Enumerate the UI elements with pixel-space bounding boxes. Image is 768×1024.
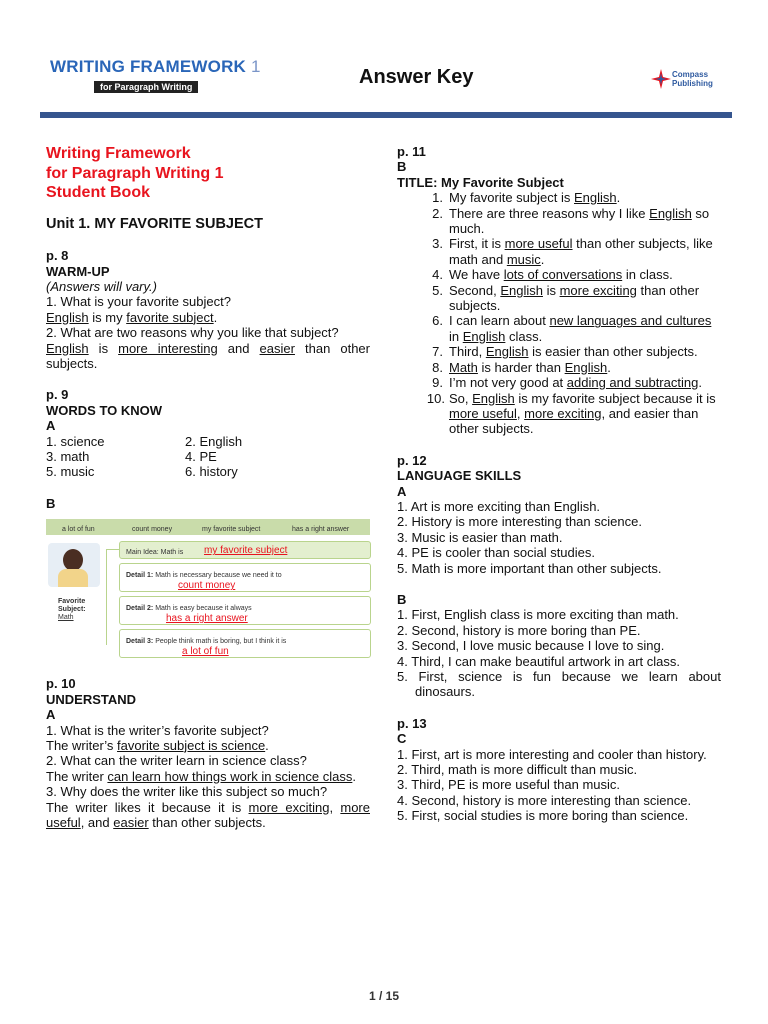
part-b-label: B	[397, 159, 407, 175]
word-item: 6. history	[185, 464, 238, 480]
logo-number: 1	[250, 57, 261, 76]
warmup-answer-2: English is more interesting and easier than other subjects.	[46, 340, 370, 372]
section-words-to-know: WORDS TO KNOW	[46, 402, 163, 418]
list-item: 5. Second, English is more exciting than other subjects.	[432, 282, 700, 314]
detail-1-box: Detail 1: Math is necessary because we need it to count money	[119, 563, 371, 592]
understand-question-1: 1. What is the writer’s favorite subject?	[46, 722, 269, 738]
word-bank-item: my favorite subject	[202, 526, 261, 534]
page-label-p12: p. 12	[397, 452, 427, 468]
list-item: 10. So, English is my favorite subject because it is more useful, more exciting, and easier than other subjects.	[426, 390, 716, 437]
part-b-label: B	[397, 591, 407, 607]
list-item: 8. Math is harder than English.	[432, 359, 611, 375]
word-item: 3. math	[46, 449, 90, 465]
right-column	[397, 144, 721, 824]
list-item: 2. History is more interesting than science.	[397, 514, 642, 530]
page-title: Answer Key	[359, 66, 474, 88]
list-item: 1. My favorite subject is English.	[432, 190, 621, 206]
answers-vary-note: (Answers will vary.)	[46, 279, 157, 294]
unit-heading: Unit 1. MY FAVORITE SUBJECT	[46, 215, 263, 232]
page-label-p13: p. 13	[397, 715, 427, 731]
list-item: 2. Third, math is more difficult than music.	[397, 762, 638, 778]
list-item: 2. There are three reasons why I like English so much.	[432, 205, 710, 237]
word-item: 5. music	[46, 464, 95, 480]
list-item: 1. Art is more exciting than English.	[397, 498, 601, 514]
word-bank-item: has a right answer	[292, 526, 350, 534]
part-b-label: B	[46, 495, 56, 511]
logo-title: WRITING FRAMEWORK	[50, 57, 247, 76]
list-item: 1. First, art is more interesting and cooler than history.	[397, 746, 707, 762]
list-item: 9. I’m not very good at adding and subtracting.	[432, 375, 702, 391]
warmup-answer-1: English is my favorite subject.	[46, 309, 218, 325]
understand-answer-1: The writer’s favorite subject is science.	[46, 737, 269, 753]
word-bank-strip	[46, 519, 370, 535]
part-a-label: A	[46, 418, 56, 434]
main-idea-answer: my favorite subject	[204, 545, 288, 557]
detail-2-box: Detail 2: Math is easy because it always has a right answer	[119, 596, 371, 625]
list-item: 7. Third, English is easier than other subjects.	[432, 344, 698, 360]
compass-publishing-logo	[650, 68, 730, 92]
list-item: 2. Second, history is more boring than PE.	[397, 622, 641, 638]
part-c-label: C	[397, 731, 407, 747]
book-title-line3: Student Book	[46, 184, 150, 202]
page-number: 1 / 15	[368, 989, 400, 1003]
list-item: 4. Third, I can make beautiful artwork in art class.	[397, 653, 680, 669]
paragraph-title: TITLE: My Favorite Subject	[397, 174, 564, 190]
favorite-subject-label: Favorite Subject: Math	[58, 598, 86, 622]
list-item: 3. Third, PE is more useful than music.	[397, 777, 621, 793]
understand-answer-3: The writer likes it because it is more exciting, more useful, and easier than other subjects.	[46, 799, 370, 830]
list-item: 6. I can learn about new languages and cultures in English class.	[432, 313, 712, 344]
word-item: 2. English	[185, 433, 243, 449]
list-item: 3. Second, I love music because I love to sing.	[397, 638, 665, 654]
part-a-label: A	[46, 707, 56, 723]
detail-1-answer: count money	[178, 580, 236, 592]
writing-framework-logo	[50, 57, 261, 95]
warmup-question-2: 2. What are two reasons why you like that subject?	[46, 325, 339, 341]
page-label-p8: p. 8	[46, 248, 69, 264]
book-title-line1: Writing Framework	[46, 145, 191, 162]
word-bank-item: count money	[132, 526, 173, 534]
word-bank-item: a lot of fun	[62, 526, 95, 534]
page-label-p11: p. 11	[397, 144, 426, 159]
graphic-organizer	[46, 519, 370, 659]
publisher-line2: Publishing	[672, 79, 713, 88]
section-language-skills: LANGUAGE SKILLS	[397, 468, 522, 484]
main-idea-box: Main Idea: Math is my favorite subject	[119, 541, 371, 559]
list-item: 5. First, social studies is more boring than science.	[397, 808, 689, 824]
left-column	[46, 144, 370, 830]
list-item: 4. We have lots of conversations in class.	[432, 267, 673, 283]
detail-3-box: Detail 3: People think math is boring, but I think it is a lot of fun	[119, 629, 371, 658]
compass-star-icon	[650, 68, 672, 90]
section-warm-up: WARM-UP	[46, 263, 110, 279]
page-label-p10: p. 10	[46, 676, 76, 692]
list-item: 4. PE is cooler than social studies.	[397, 545, 595, 561]
logo-subtitle: for Paragraph Writing	[94, 81, 198, 93]
list-item: 3. First, it is more useful than other subjects, like math and music.	[432, 236, 713, 267]
warmup-question-1: 1. What is your favorite subject?	[46, 294, 231, 310]
page-label-p9: p. 9	[46, 387, 69, 403]
list-item: 5. First, science is fun because we learn about dinosaurs.	[397, 669, 721, 700]
student-picture	[48, 543, 100, 587]
word-item: 4. PE	[185, 449, 217, 465]
detail-2-answer: has a right answer	[166, 613, 248, 625]
understand-answer-2: The writer can learn how things work in science class.	[46, 768, 356, 784]
word-item: 1. science	[46, 433, 105, 449]
detail-3-answer: a lot of fun	[182, 646, 229, 658]
section-understand: UNDERSTAND	[46, 691, 137, 707]
part-a-label: A	[397, 483, 407, 499]
book-title-line2: for Paragraph Writing 1	[46, 164, 224, 182]
words-grid	[46, 434, 370, 480]
understand-question-3: 3. Why does the writer like this subject so much?	[46, 784, 328, 800]
paragraph-sentence-list	[397, 190, 721, 437]
list-item: 3. Music is easier than math.	[397, 529, 563, 545]
list-item: 4. Second, history is more interesting than science.	[397, 792, 692, 808]
list-item: 1. First, English class is more exciting than math.	[397, 607, 679, 623]
page-header	[0, 0, 768, 118]
understand-question-2: 2. What can the writer learn in science class?	[46, 753, 307, 769]
list-item: 5. Math is more important than other subjects.	[397, 560, 662, 576]
publisher-line1: Compass	[672, 70, 709, 79]
header-rule	[40, 112, 732, 118]
